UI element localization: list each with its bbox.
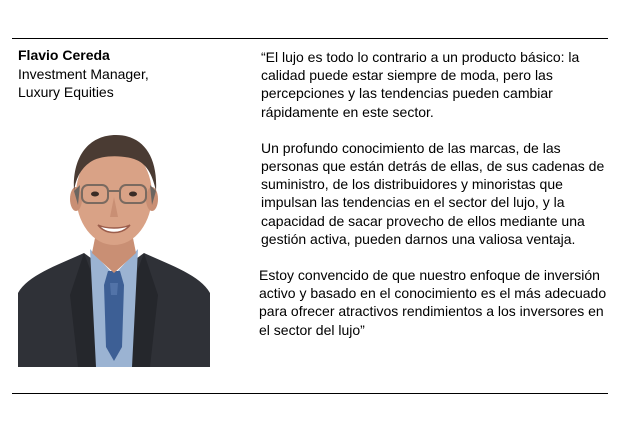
quote-paragraph-2: Un profundo conocimiento de las marcas, de las personas que están detrás de ellas, de sus cadenas de suministro, de los distribuidores y minoristas que impulsan las tendencias en el sector del lujo, y la capacidad de sacar provecho de ellos mediante una gestión activa, pueden darnos una valiosa ventaja. xyxy=(261,139,605,247)
person-name: Flavio Cereda xyxy=(18,47,110,63)
person-title-line1: Investment Manager, xyxy=(18,66,149,82)
portrait-photo xyxy=(18,125,210,367)
top-divider xyxy=(12,38,608,39)
quote-paragraph-1: “El lujo es todo lo contrario a un producto básico: la calidad puede estar siempre de moda, pero las percepciones y las tendencias pueden cambiar rápidamente en este sector. xyxy=(261,49,580,120)
bottom-divider xyxy=(12,393,608,394)
person-title-line2: Luxury Equities xyxy=(18,84,114,100)
quote-text xyxy=(261,48,611,339)
quote-paragraph-3: Estoy convencido de que nuestro enfoque de inversión activo y basado en el conocimiento es el más adecuado para ofrecer atractivos rendimientos a los inversores en el sector del lujo” xyxy=(259,267,607,338)
profile-block xyxy=(18,46,238,101)
